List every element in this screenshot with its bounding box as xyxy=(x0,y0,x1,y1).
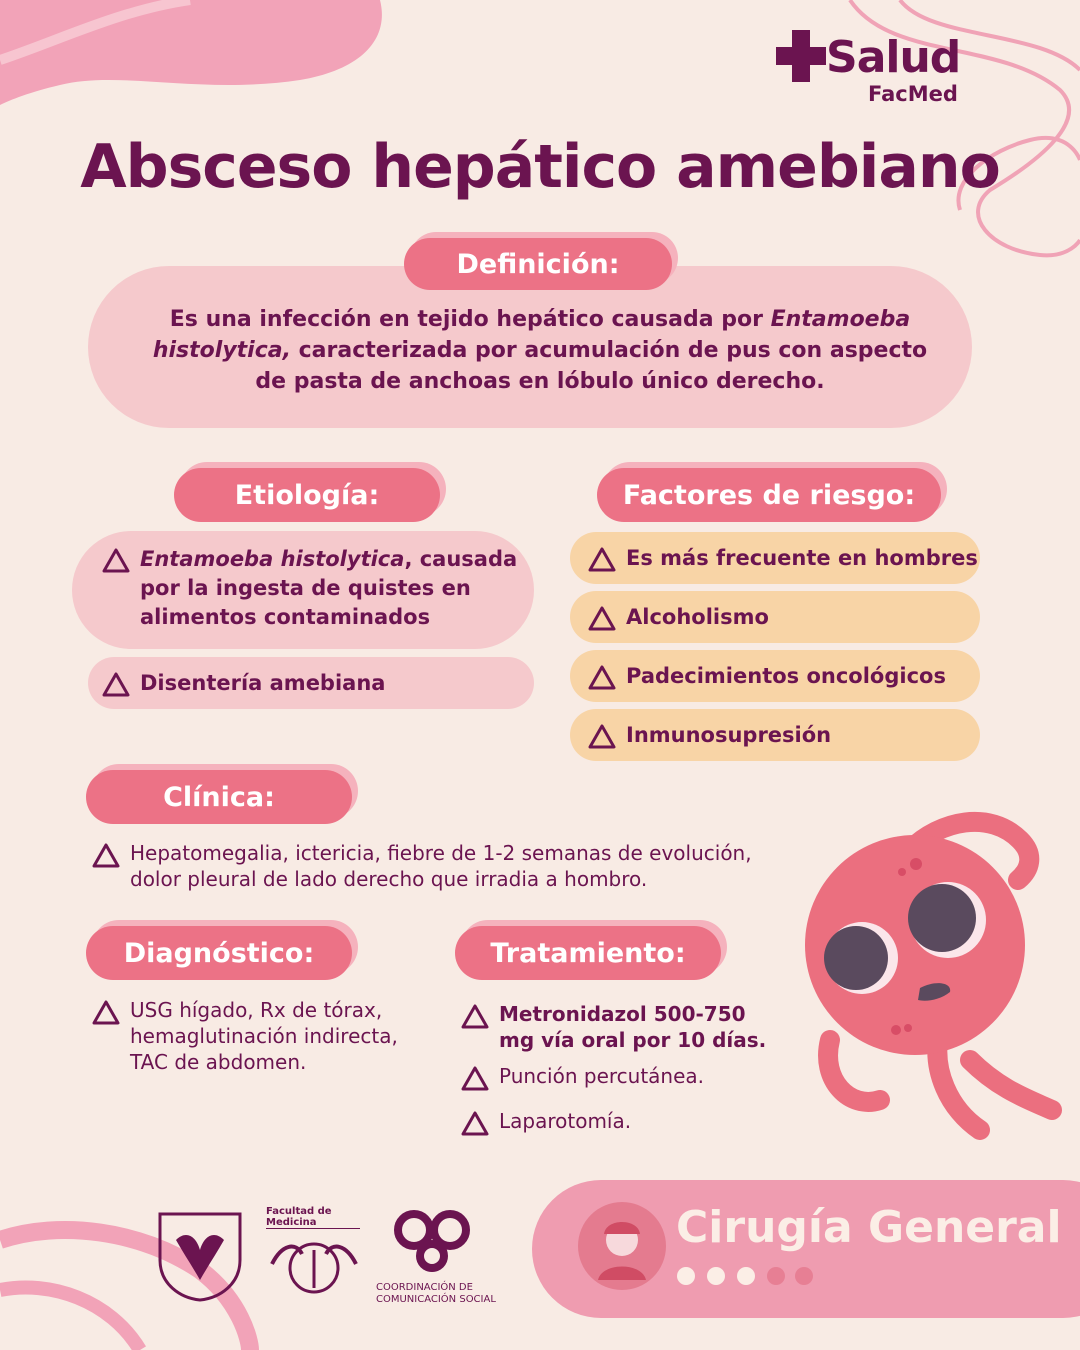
risk-factor-text: Padecimientos oncológicos xyxy=(626,664,946,688)
clinical-text: Hepatomegalia, ictericia, fiebre de 1-2 semanas de evolución, dolor pleural de lado derecho que irradia a hombro. xyxy=(130,841,752,891)
surgeon-avatar-icon xyxy=(576,1200,668,1292)
faculty-label: Facultad de Medicina xyxy=(266,1206,360,1229)
triangle-bullet-icon xyxy=(461,1110,489,1136)
definition-text xyxy=(150,304,930,397)
facmed-eagle-logo xyxy=(268,1224,360,1304)
pagination-dots xyxy=(676,1266,816,1288)
etiology-heading: Etiología: xyxy=(174,468,440,522)
triangle-bullet-icon xyxy=(92,999,120,1025)
treatment-item xyxy=(461,1001,771,1053)
coordination-label xyxy=(376,1282,496,1306)
definition-text-b: caracterizada por acumulación de pus con aspecto de pasta de anchoas en lóbulo único derecho. xyxy=(255,338,928,394)
triangle-bullet-icon xyxy=(102,671,130,697)
unam-crest-logo xyxy=(156,1210,244,1302)
triangle-bullet-icon xyxy=(588,605,616,631)
triangle-bullet-icon xyxy=(92,842,120,868)
coordination-logo xyxy=(392,1206,472,1276)
triangle-bullet-icon xyxy=(102,547,130,573)
risk-factor-item xyxy=(588,603,978,632)
treatment-text: Laparotomía. xyxy=(499,1109,632,1133)
salud-facmed-logo xyxy=(776,30,976,110)
definition-text-a: Es una infección en tejido hepático causada por xyxy=(169,307,771,332)
etiology-item-rest: , causada por la ingesta de quistes en alimentos contaminados xyxy=(140,547,518,629)
top-left-blob xyxy=(0,0,382,105)
triangle-bullet-icon xyxy=(588,723,616,749)
coordination-line2: COMUNICACIÓN SOCIAL xyxy=(376,1294,496,1305)
risk-factor-item xyxy=(588,721,978,750)
triangle-bullet-icon xyxy=(461,1003,489,1029)
treatment-heading: Tratamiento: xyxy=(455,926,721,980)
series-title: Cirugía General xyxy=(676,1202,1062,1253)
treatment-text: Punción percutánea. xyxy=(499,1064,705,1088)
risk-factor-text: Es más frecuente en hombres xyxy=(626,546,978,570)
treatment-text: Metronidazol 500-750 mg vía oral por 10 días. xyxy=(499,1002,767,1052)
clinical-item xyxy=(92,840,802,892)
treatment-item xyxy=(461,1063,771,1091)
etiology-item xyxy=(102,545,522,632)
diagnosis-item xyxy=(92,997,432,1075)
diagnosis-text: USG hígado, Rx de tórax, hemaglutinación indirecta, TAC de abdomen. xyxy=(130,998,398,1074)
etiology-item xyxy=(102,669,522,698)
plus-cross-icon xyxy=(776,30,826,82)
brand-word: Salud xyxy=(826,32,961,83)
page-title: Absceso hepático amebiano xyxy=(80,132,1000,202)
etiology-item-italic: Entamoeba histolytica xyxy=(140,547,405,571)
risk-factor-text: Inmunosupresión xyxy=(626,723,832,747)
definition-text-italic: Entamoeba histolytica, xyxy=(152,307,911,363)
risk-factors-heading: Factores de riesgo: xyxy=(597,468,941,522)
risk-factor-item xyxy=(588,662,978,691)
triangle-bullet-icon xyxy=(588,664,616,690)
diagnosis-heading: Diagnóstico: xyxy=(86,926,352,980)
brand-sub: FacMed xyxy=(868,82,958,106)
risk-factor-item xyxy=(588,544,978,573)
liver-mascot-illustration xyxy=(790,810,1080,1140)
clinical-heading: Clínica: xyxy=(86,770,352,824)
triangle-bullet-icon xyxy=(588,546,616,572)
treatment-item xyxy=(461,1108,771,1136)
triangle-bullet-icon xyxy=(461,1065,489,1091)
coordination-line1: COORDINACIÓN DE xyxy=(376,1282,473,1293)
etiology-item-text: Disentería amebiana xyxy=(140,671,386,695)
definition-heading: Definición: xyxy=(404,238,672,290)
risk-factor-text: Alcoholismo xyxy=(626,605,769,629)
